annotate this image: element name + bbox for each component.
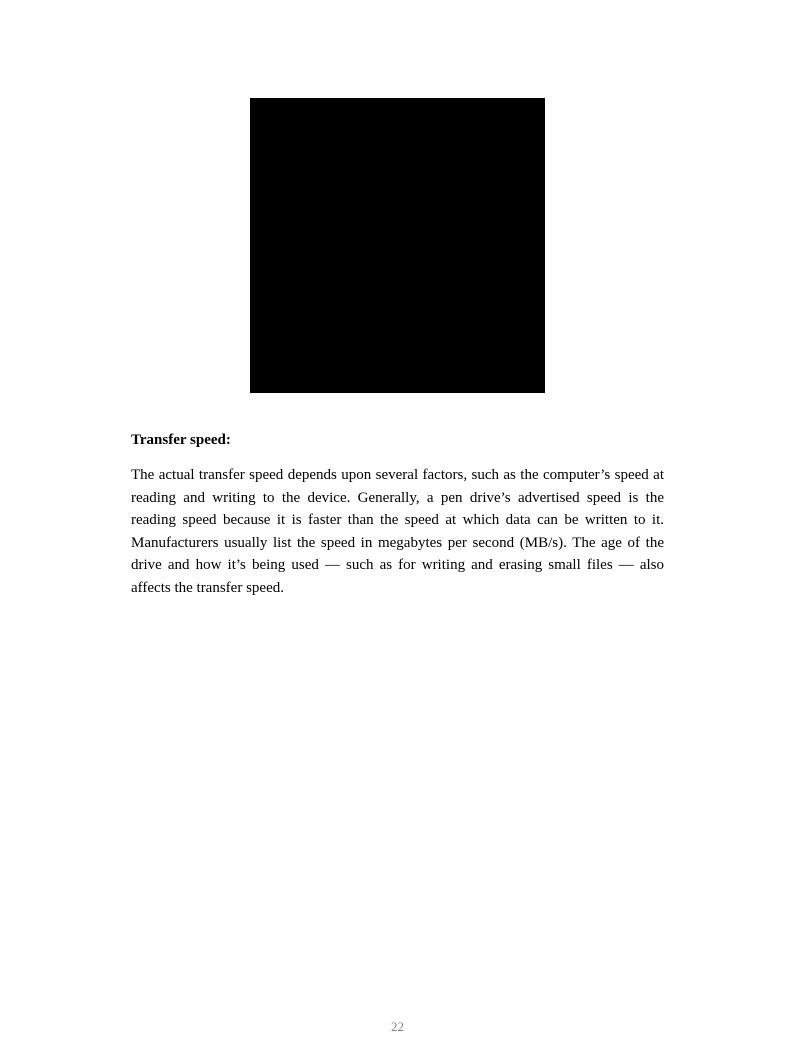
page-number: 22 (391, 1019, 404, 1034)
body-paragraph: The actual transfer speed depends upon several factors, such as the computer’s speed at reading and writing to the device. Generally, a pen drive’s advertised speed is the reading speed because it is faster than the speed at which data can be written to it. Manufacturers usually list the speed in megabytes per second (MB/s). The age of the drive and how it’s being used — such as for writing and erasing small files — also affects the transfer speed. (131, 467, 664, 596)
section-heading: Transfer speed: (131, 432, 231, 448)
figure-image (250, 98, 545, 393)
